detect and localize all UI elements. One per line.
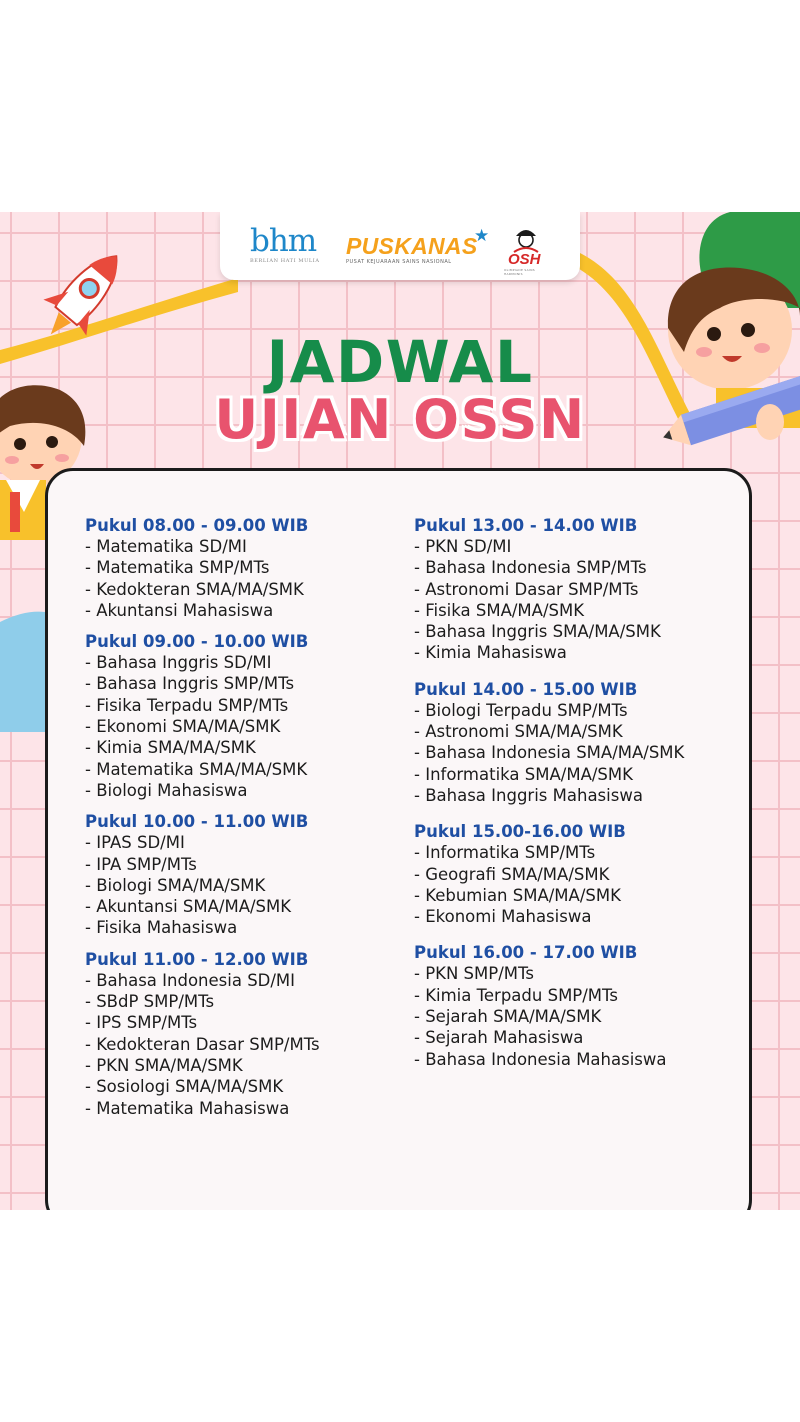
schedule-column-left xyxy=(85,515,320,1119)
subject-item: - Kedokteran SMA/MA/SMK xyxy=(85,579,320,600)
osh-emblem-icon xyxy=(502,224,550,254)
subject-list xyxy=(85,536,320,621)
subject-item: - Kebumian SMA/MA/SMK xyxy=(414,885,684,906)
subject-item: - Matematika Mahasiswa xyxy=(85,1098,320,1119)
puskanas-logo xyxy=(346,234,477,265)
osh-logo xyxy=(502,224,550,274)
session-block xyxy=(85,631,320,801)
star-icon: ★ xyxy=(474,226,490,246)
subject-item: - Astronomi SMA/MA/SMK xyxy=(414,721,684,742)
subject-item: - IPAS SD/MI xyxy=(85,832,320,853)
subject-item: - Fisika Mahasiswa xyxy=(85,917,320,938)
subject-item: - Bahasa Inggris SMA/MA/SMK xyxy=(414,621,684,642)
poster xyxy=(0,212,800,1210)
session-block xyxy=(85,515,320,621)
subject-item: - PKN SMA/MA/SMK xyxy=(85,1055,320,1076)
subject-item: - Akuntansi SMA/MA/SMK xyxy=(85,896,320,917)
session-time: Pukul 14.00 - 15.00 WIB xyxy=(414,679,638,699)
session-time: Pukul 09.00 - 10.00 WIB xyxy=(85,632,309,652)
schedule-card xyxy=(45,468,752,1210)
bhm-logo xyxy=(250,223,320,264)
subject-list xyxy=(414,963,684,1069)
subject-list xyxy=(85,970,320,1119)
subject-item: - Kimia Terpadu SMP/MTs xyxy=(414,985,684,1006)
subject-item: - Kimia Mahasiswa xyxy=(414,642,684,663)
subject-item: - Bahasa Inggris Mahasiswa xyxy=(414,785,684,806)
bhm-logo-text: bhm xyxy=(250,223,317,259)
subject-item: - Matematika SD/MI xyxy=(85,536,320,557)
subject-item: - Informatika SMP/MTs xyxy=(414,842,684,863)
subject-item: - Sejarah Mahasiswa xyxy=(414,1027,684,1048)
subject-list xyxy=(414,536,684,664)
subject-item: - Geografi SMA/MA/SMK xyxy=(414,864,684,885)
session-time: Pukul 10.00 - 11.00 WIB xyxy=(85,812,309,832)
session-block xyxy=(85,811,320,938)
osh-logo-text: OSH xyxy=(508,251,541,268)
subject-item: - Biologi Terpadu SMP/MTs xyxy=(414,700,684,721)
session-block xyxy=(414,942,684,1069)
subject-item: - Ekonomi Mahasiswa xyxy=(414,906,684,927)
subject-item: - PKN SD/MI xyxy=(414,536,684,557)
subject-item: - Bahasa Indonesia SD/MI xyxy=(85,970,320,991)
subject-list xyxy=(414,842,684,927)
subject-item: - Sejarah SMA/MA/SMK xyxy=(414,1006,684,1027)
session-block xyxy=(414,515,684,664)
subject-item: - Kedokteran Dasar SMP/MTs xyxy=(85,1034,320,1055)
subject-item: - Ekonomi SMA/MA/SMK xyxy=(85,716,320,737)
subject-list xyxy=(85,832,320,938)
subject-list xyxy=(85,652,320,801)
subject-item: - Bahasa Indonesia SMP/MTs xyxy=(414,557,684,578)
session-block xyxy=(414,821,684,927)
session-time: Pukul 15.00-16.00 WIB xyxy=(414,822,626,842)
schedule-column-right xyxy=(414,515,684,1070)
subject-item: - Biologi SMA/MA/SMK xyxy=(85,875,320,896)
subject-item: - Bahasa Indonesia Mahasiswa xyxy=(414,1049,684,1070)
puskanas-logo-text: PUSKANAS xyxy=(346,233,478,259)
session-time: Pukul 13.00 - 14.00 WIB xyxy=(414,516,638,535)
bhm-logo-subtitle: BERLIAN HATI MULIA xyxy=(250,258,320,264)
session-time: Pukul 08.00 - 09.00 WIB xyxy=(85,516,309,535)
subject-item: - Kimia SMA/MA/SMK xyxy=(85,737,320,758)
subject-item: - Akuntansi Mahasiswa xyxy=(85,600,320,621)
osh-logo-subtitle: OLIMPIADE SAINS HARMONIS xyxy=(504,268,535,276)
title-line-1: JADWAL xyxy=(266,328,534,396)
subject-item: - Bahasa Inggris SMP/MTs xyxy=(85,673,320,694)
subject-item: - Fisika SMA/MA/SMK xyxy=(414,600,684,621)
subject-item: - Bahasa Inggris SD/MI xyxy=(85,652,320,673)
subject-item: - IPA SMP/MTs xyxy=(85,854,320,875)
subject-item: - Matematika SMA/MA/SMK xyxy=(85,759,320,780)
session-time: Pukul 11.00 - 12.00 WIB xyxy=(85,949,309,969)
subject-item: - IPS SMP/MTs xyxy=(85,1012,320,1033)
subject-item: - SBdP SMP/MTs xyxy=(85,991,320,1012)
session-block xyxy=(85,949,320,1119)
puskanas-logo-subtitle: PUSAT KEJUARAAN SAINS NASIONAL xyxy=(346,259,452,265)
session-block xyxy=(414,679,684,806)
subject-item: - PKN SMP/MTs xyxy=(414,963,684,984)
header-logo-bar xyxy=(220,212,580,280)
subject-item: - Fisika Terpadu SMP/MTs xyxy=(85,695,320,716)
subject-item: - Bahasa Indonesia SMA/MA/SMK xyxy=(414,742,684,763)
subject-item: - Biologi Mahasiswa xyxy=(85,780,320,801)
title-line-2: UJIAN OSSN xyxy=(214,388,586,451)
subject-item: - Astronomi Dasar SMP/MTs xyxy=(414,579,684,600)
subject-item: - Matematika SMP/MTs xyxy=(85,557,320,578)
subject-item: - Informatika SMA/MA/SMK xyxy=(414,764,684,785)
session-time: Pukul 16.00 - 17.00 WIB xyxy=(414,943,638,963)
subject-list xyxy=(414,700,684,806)
subject-item: - Sosiologi SMA/MA/SMK xyxy=(85,1076,320,1097)
